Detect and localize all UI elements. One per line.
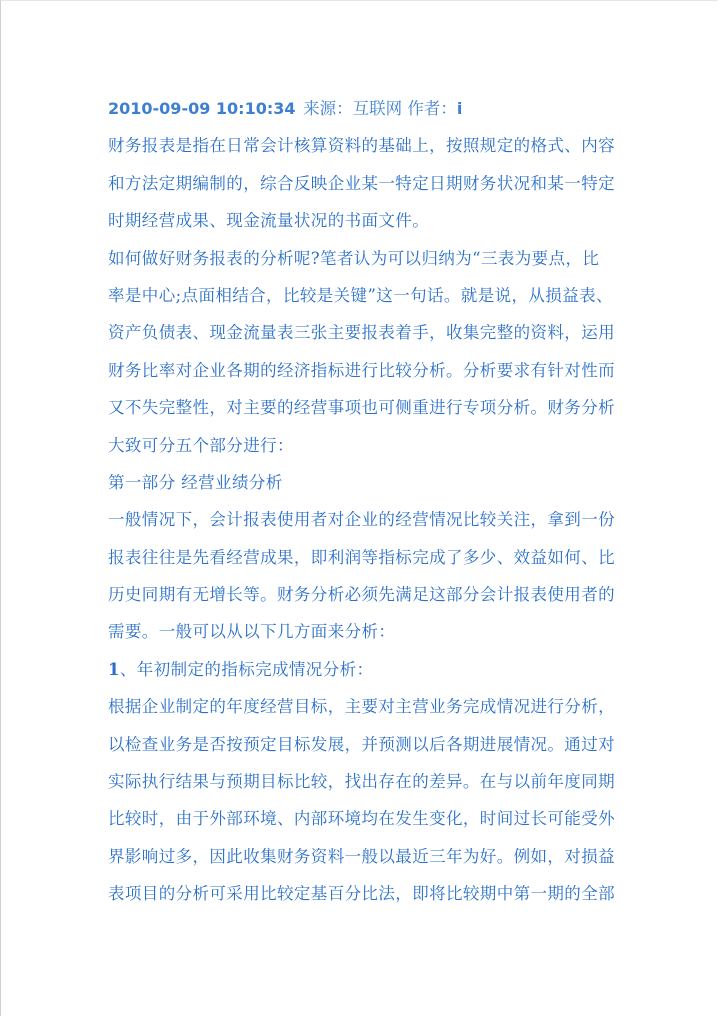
article-body [108,90,638,913]
section-heading: 第一部分 经营业绩分析 [108,472,283,492]
numbered-heading [108,651,638,688]
text-line: 实际执行结果与预期目标比较，找出存在的差异。在与以前年度同期 [108,772,615,792]
text-line: 资产负债表、现金流量表三张主要报表着手，收集完整的资料，运用 [108,323,615,343]
text-line: 比较时，由于外部环境、内部环境均在发生变化，时间过长可能受外 [108,809,615,829]
author-name: i [456,99,463,118]
text-line: 以检查业务是否按预定目标发展，并预测以后各期进展情况。通过对 [108,734,615,754]
text-line: 需要。一般可以从以下几方面来分析： [108,622,396,642]
text-line: 大致可分五个部分进行： [108,435,294,455]
text-line: 又不失完整性，对主要的经营事项也可侧重进行专项分析。财务分析 [108,398,615,418]
text-line: 报表往往是先看经营成果，即利润等指标完成了多少、效益如何、比 [108,547,615,567]
text-line: 率是中心;点面相结合，比较是关键”这一句话。就是说，从损益表、 [108,285,613,305]
text-line: 表项目的分析可采用比较定基百分比法，即将比较期中第一期的全部 [108,884,615,904]
text-line: 财务比率对企业各期的经济指标进行比较分析。分析要求有针对性而 [108,360,615,380]
publish-datetime: 2010-09-09 10:10:34 [108,99,296,118]
text-line: 根据企业制定的年度经营目标，主要对主营业务完成情况进行分析， [108,697,615,717]
text-line: 界影响过多，因此收集财务资料一般以最近三年为好。例如，对损益 [108,846,615,866]
text-line: 一般情况下，会计报表使用者对企业的经营情况比较关注，拿到一份 [108,510,615,530]
text-line: 财务报表是指在日常会计核算资料的基础上，按照规定的格式、内容 [108,136,615,156]
text-line: 时期经营成果、现金流量状况的书面文件。 [108,211,430,231]
numbered-heading-text: 、年初制定的指标完成情况分析： [119,659,374,679]
article-meta [108,90,638,127]
text-line: 历史同期有无增长等。财务分析必须先满足这部分会计报表使用者的 [108,585,615,605]
text-line: 和方法定期编制的，综合反映企业某一特定日期财务状况和某一特定 [108,173,615,193]
source-author-label: 来源：互联网 作者： [303,99,457,118]
text-line: 如何做好财务报表的分析呢?笔者认为可以归纳为“三表为要点，比 [108,248,600,268]
numbered-heading-number: 1 [108,659,120,679]
